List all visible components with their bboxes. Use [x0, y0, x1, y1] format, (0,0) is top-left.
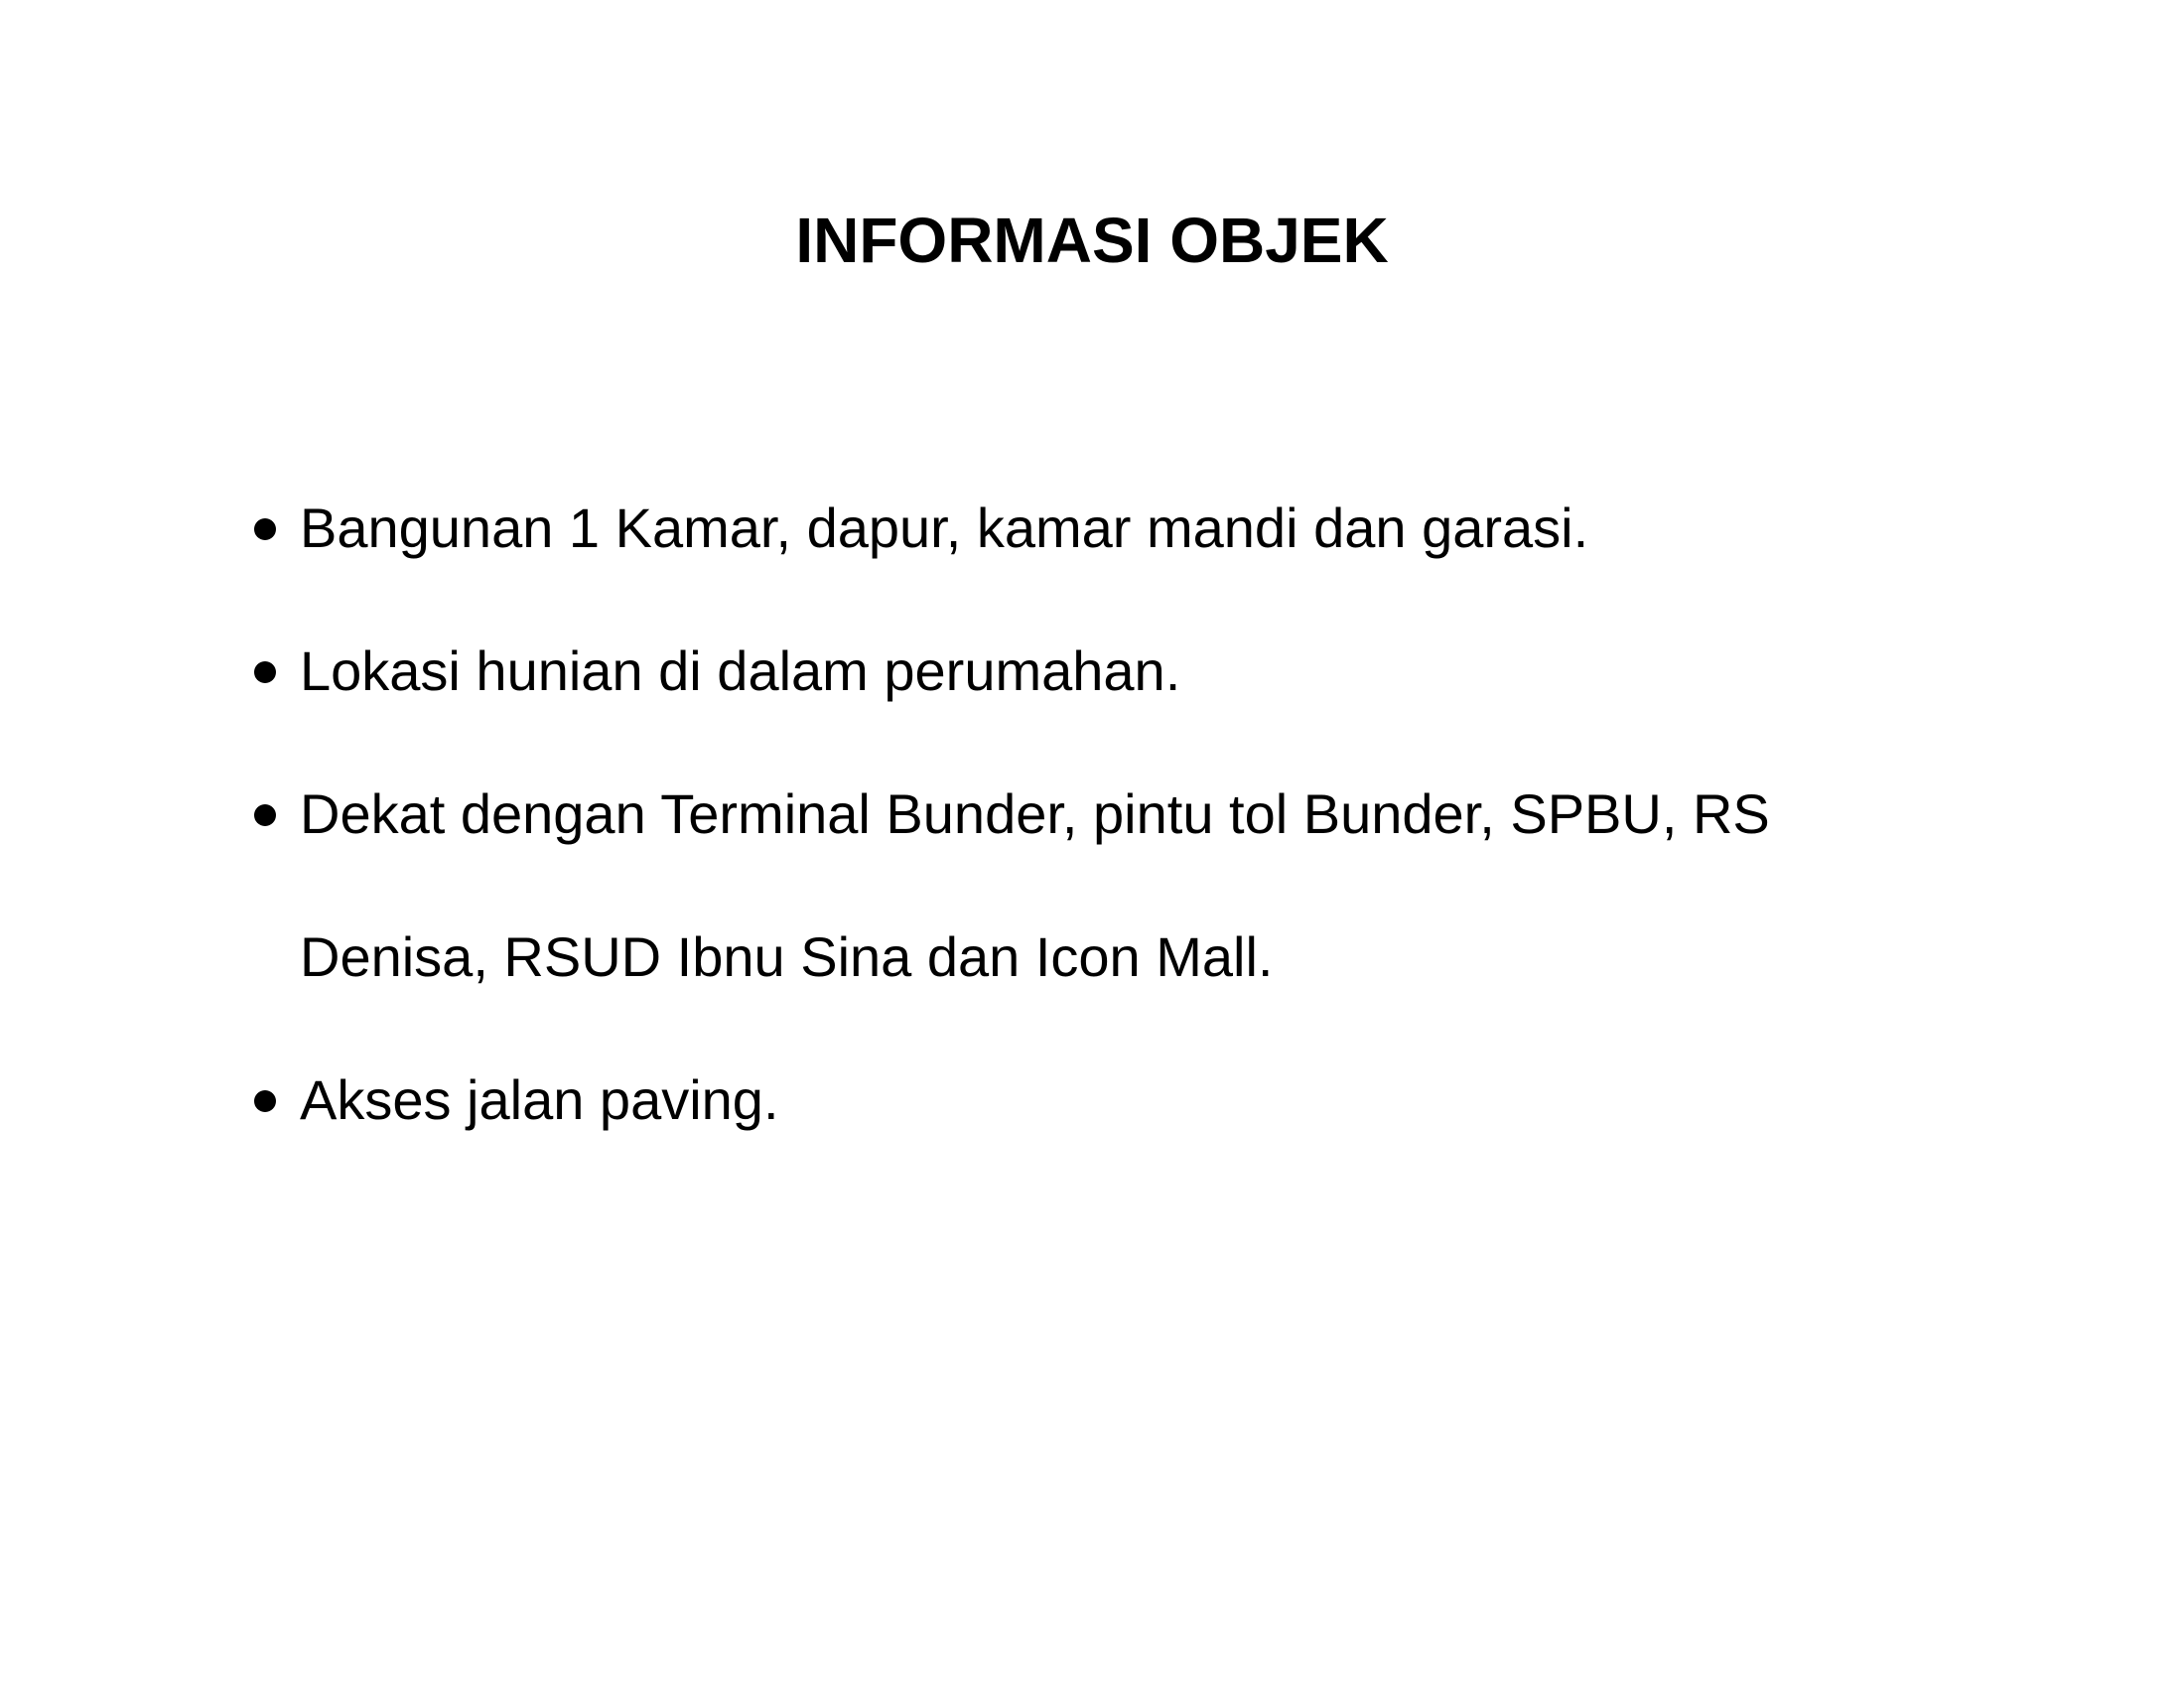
page-title: INFORMASI OBJEK [795, 205, 1389, 276]
bullet-list [254, 457, 2001, 1172]
list-item-text-line-2: Denisa, RSUD Ibnu Sina dan Icon Mall. [300, 925, 1274, 988]
bullet-icon [254, 661, 276, 683]
bullet-icon [254, 518, 276, 540]
list-item-text: Akses jalan paving. [300, 1068, 779, 1131]
list-item [254, 600, 2001, 743]
list-item [254, 1029, 2001, 1172]
list-item-text: Lokasi hunian di dalam perumahan. [300, 639, 1181, 702]
list-item [254, 743, 2001, 1029]
bullet-icon [254, 804, 276, 826]
list-item-text-line-1: Dekat dengan Terminal Bunder, pintu tol Bunder, SPBU, RS [300, 782, 1770, 845]
list-item [254, 457, 2001, 600]
list-item-text: Bangunan 1 Kamar, dapur, kamar mandi dan garasi. [300, 496, 1589, 559]
bullet-icon [254, 1090, 276, 1112]
